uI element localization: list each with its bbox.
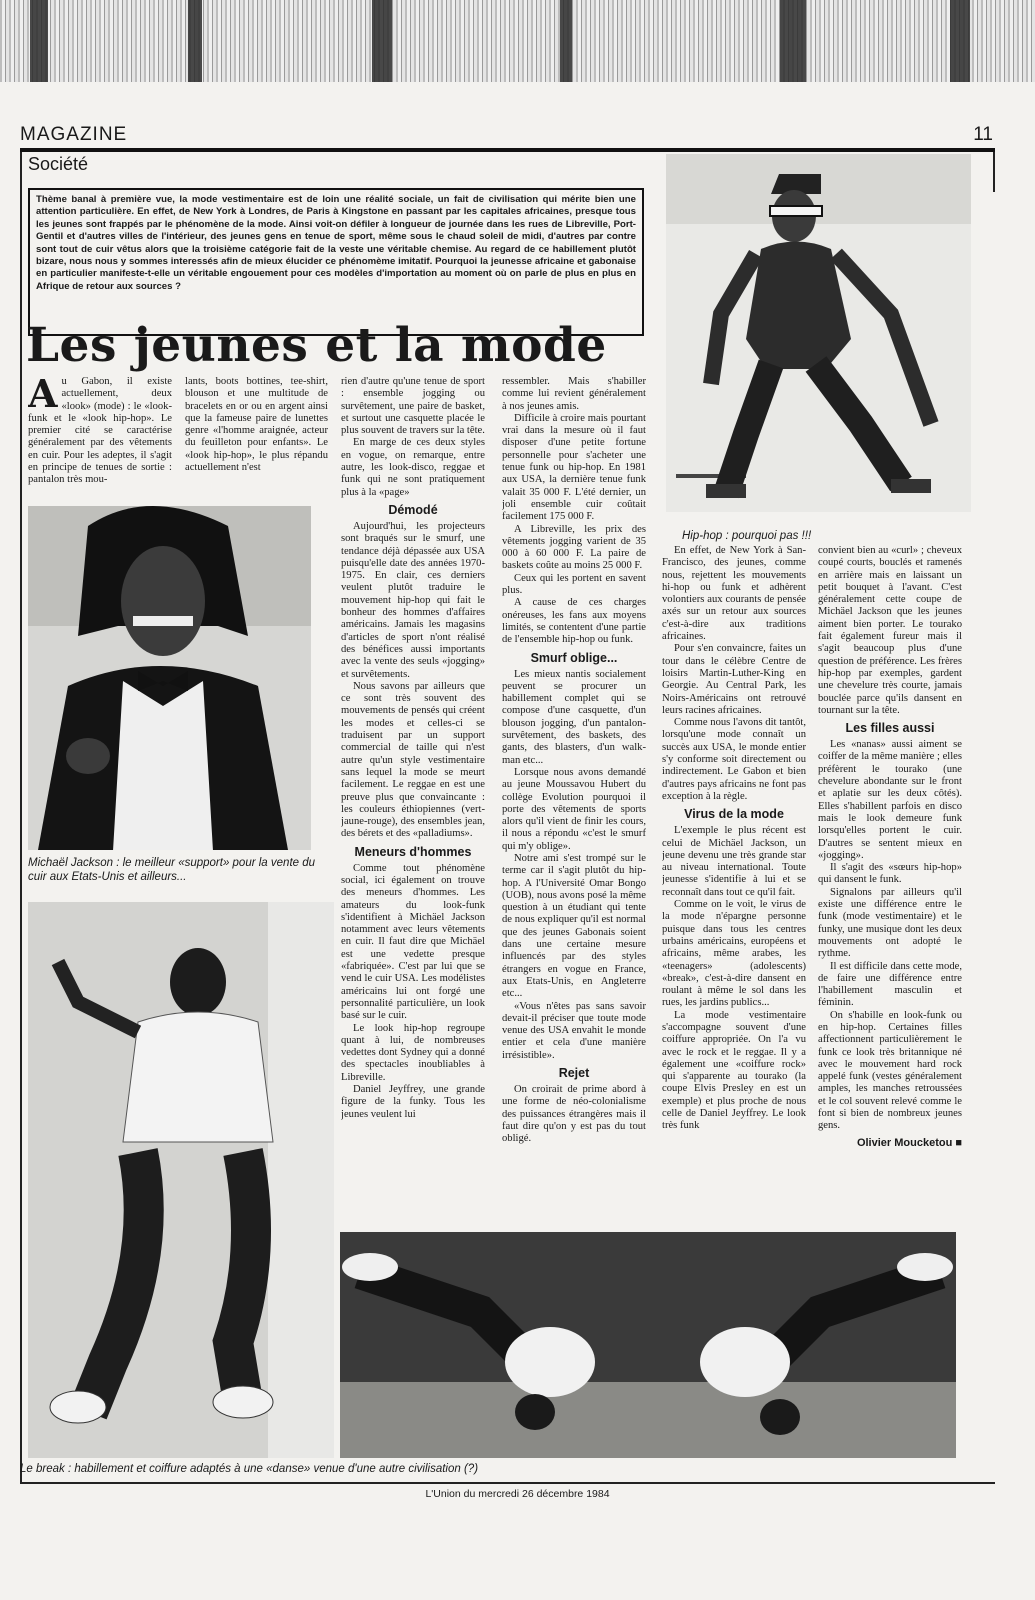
jackson-illustration xyxy=(28,506,311,850)
paragraph: Comme on le voit, le virus de la mode n'épargne personne puisque dans tous les centres urbains américains, européens et africains, même arabes, les «teenagers» (adolescents) «break», c'est-à-dire dansent en roulant à même le sol dans les rues, les jardins publics... xyxy=(662,899,806,1009)
photo-michael-jackson xyxy=(28,506,311,850)
photo-hiphop-dancer xyxy=(666,154,971,512)
paragraph: On croirait de prime abord à une forme de néo-colonialisme des puissances étrangères mais il faut dire qu'on y est pas du tout obligé. xyxy=(502,1084,646,1145)
paragraph: lants, boots bottines, tee-shirt, blouson et une multitude de bracelets en or ou en argent ainsi que la fameuse paire de lunettes genre «l'homme araignée, acteur du feuilleton pour enfants». Le «look hip-hop», le plus répandu actuellement n'est xyxy=(185,376,328,474)
paragraph: Signalons par ailleurs qu'il existe une différence entre le funk (mode vestimentaire) et le funky, une musique dont les deux mouvements ont adopté le rythme. xyxy=(818,886,962,960)
photo-jogging-dancer xyxy=(28,902,334,1458)
scan-noise-band xyxy=(0,0,1035,82)
paragraph: A cause de ces charges onéreuses, les fans aux moyens limités, se contentent d'une partie de l'ensemble hip-hop ou funk. xyxy=(502,597,646,646)
scan-dark-streak xyxy=(560,0,572,82)
scan-dark-streak xyxy=(950,0,970,82)
scan-dark-streak xyxy=(30,0,48,82)
paragraph: A Libreville, les prix des vêtements jogging varient de 35 000 à 60 000 F. La paire de baskets coûte au moins 25 000 F. xyxy=(502,523,646,572)
scan-dark-streak xyxy=(188,0,202,82)
paragraph: La mode vestimentaire s'accompagne souvent d'une coiffure appropriée. On l'a vu avec le rock et le reggae. Il y a également une «coiffure rock» qui s'apparente au tourako (la coupe Elvis Presley en est un exemple) et plus proche de nous celle de Daniel Jeyffrey. Le look très funk xyxy=(662,1009,806,1132)
paragraph: Les mieux nantis socialement peuvent se procurer un habillement complet qui se compose d'une casquette, d'un blouson jogging, d'un pantalon-survêtement, des baskets, des gants, des blasters, d'un walk-man etc... xyxy=(502,668,646,766)
paragraph: Daniel Jeyffrey, une grande figure de la funky. Tous les jeunes veulent lui xyxy=(341,1084,485,1120)
article-column-1 xyxy=(28,376,172,498)
subheading-rejet: Rejet xyxy=(558,1066,590,1081)
subheading-smurf: Smurf oblige... xyxy=(530,650,618,665)
paragraph: Il est difficile dans cette mode, de faire une différence entre l'habillement masculin et féminin. xyxy=(818,960,962,1009)
subheading-meneurs: Meneurs d'hommes xyxy=(354,844,472,859)
page-footer: L'Union du mercredi 26 décembre 1984 xyxy=(425,1488,610,1500)
paragraph: ressembler. Mais s'habiller comme lui revient généralement à nos jeunes amis. xyxy=(502,376,646,412)
scan-dark-streak xyxy=(372,0,392,82)
paragraph: Les «nanas» aussi aiment se coiffer de la même manière ; elles préfèrent le tourako (une chevelure abondante sur le front et aplatie sur les deux côtés). Elles s'habillent parfois en disco mais le look demeure funk lorsqu'elles portent le cuir. D'autres se sentent mieux en «jogging». xyxy=(818,739,962,861)
intro-box: Thème banal à première vue, la mode vestimentaire est de loin une réalité sociale, un fait de civilisation qui mérite bien une attention particulière. En effet, de New York à Londres, de Paris à Kingstone en passant par les capitales africaines, presque tous les jeunes sont frappés par le phénomène de la mode. Ainsi voit-on défiler à longueur de journée dans les rues de Libreville, Port-Gentil et d'autres villes de l'intérieur, des jeunes gens en tenue de sport, même sous le chaud soleil de midi, d'autres par contre sont tout de cuir vêtus alors que la troisième catégorie fait de la veste une véritable chemise. Au regard de ce habillement plutôt bizare, nous nous y sommes interessés afin de mieux élucider ce phénomème imitatif. Pourquoi la jeunesse africaine et gabonaise en particulier manifeste-t-elle un véritable engouement pour ces modèles d'importation au moment où on parle de plus en plus en Afrique de retour aux sources ? xyxy=(28,188,644,336)
paragraph: L'exemple le plus récent est celui de Michäel Jackson, un jeune devenu une très grande star au niveau international. Toute jeunesse s'identifie à lui et se reconnaît dans tout ce qu'il fait. xyxy=(662,825,806,898)
subsection-title: Société xyxy=(28,154,89,174)
headline: Les jeunes et la mode xyxy=(26,318,607,373)
paragraph: u Gabon, il existe actuellement, deux «look» (mode) : le «look-funk et le «look hip-hop». Le premier cité se caractérise généralement par des vêtements en cuir. Pour les adeptes, il s'agit en principe de tenues de sortie : pantalon très mou- xyxy=(28,376,172,486)
paragraph: Comme nous l'avons dit tantôt, lorsqu'une mode connaît un succès aux USA, le monde entier s'y conforme soit directement ou indirectement. Le Gabon et bien d'autres pays africains ne font pas exception à la règle. xyxy=(662,717,806,802)
paragraph: rien d'autre qu'une tenue de sport : ensemble jogging ou survêtement, une paire de basket, et surtout une casquette placée le plus souvent de travers sur la tête. xyxy=(341,376,485,437)
paragraph: Notre ami s'est trompé sur le terme car il s'agit plutôt du hip-hop. A l'Université Omar Bongo (UOB), nous avons posé la même question à un étudiant qui tente de nous expliquer qu'il est normal que des jeunes Gabonais soient dans une certaine mesure influencés par des styles étrangers en vogue en France, aux Etats-Unis, en Angleterre etc... xyxy=(502,852,646,1000)
caption-jackson: Michaël Jackson : le meilleur «support» pour la vente du cuir aux Etats-Unis et ailleurs... xyxy=(28,857,316,883)
paragraph: Comme tout phénomène social, ici également on trouve des meneurs d'hommes. Les amateurs du look-funk s'identifient à Michäel Jackson notamment avec leurs vêtements en cuir. Il faut dire que Michäel est une vedette presque «fabriquée». C'est par lui que se vend le cuir USA. Les modélistes américains lui ont forgé une personnalité particulière, un look basé sur le cuir. xyxy=(341,862,485,1022)
paragraph: On s'habille en look-funk ou en hip-hop. Certaines filles affectionnent particulièrement le funk ce look très britannique né avec le mouvement hard rock appelé funk (vestes généralement amples, les manches retroussées et le col souvent relevé comme le font si bien de nombreux jeunes gens. xyxy=(818,1009,962,1132)
paragraph: Le look hip-hop regroupe quant à lui, de nombreuses vedettes dont Sydney qui a donné des spectacles inoubliables à Libreville. xyxy=(341,1022,485,1083)
article-column-4 xyxy=(502,376,646,1226)
caption-break: Le break : habillement et coiffure adaptés à une «danse» venue d'une autre civilisation (?) xyxy=(20,1463,479,1475)
header-rule xyxy=(20,148,995,152)
footer-rule xyxy=(20,1482,995,1484)
paragraph: Nous savons par ailleurs que ce sont très souvent des mouvements de pensés qui créent les modes et celles-ci se traduisent par un support commercial de taille qui n'est autre qu'un style vestimentaire sans lequel la mode se meurt facilement. Le reggae en est une preuve plus que convaincante : les couleurs éthiopiennes (vert-jaune-rouge), des ensembles jean, des bérets et des «palladiums». xyxy=(341,680,485,840)
article-column-5 xyxy=(662,545,806,1227)
paragraph: Ceux qui les portent en savent plus. xyxy=(502,572,646,597)
subheading-filles: Les filles aussi xyxy=(845,721,935,736)
subheading-virus: Virus de la mode xyxy=(684,807,784,822)
section-title: MAGAZINE xyxy=(20,124,128,145)
jogging-dancer-illustration xyxy=(28,902,334,1458)
paragraph: Aujourd'hui, les projecteurs sont braqués sur le smurf, une tendance déjà dépassée aux USA puisqu'elle date des années 1970-1975. En clair, ces derniers veulent plutôt traduire le mouvement hip-hop qui fait le bonheur des hommes d'affaires américains. Jamais les magasins d'articles de sport n'ont réalisé des bénéfices aussi importants avec la vente des seuls «jogging» et survêtements. xyxy=(341,520,485,680)
paragraph: En effet, de New York à San-Francisco, des jeunes, comme nous, rejettent les mouvements hi-hop ou funk et adhèrent volontiers aux courants de pensée axés sur un retour aux sources c'est-à-dire aux traditions africaines. xyxy=(662,545,806,643)
right-border-rule xyxy=(993,152,995,192)
paragraph: En marge de ces deux styles en vogue, on remarque, entre autre, les look-disco, reggae et funk qui ne sont pratiquement plus à la «page» xyxy=(341,437,485,498)
caption-hiphop: Hip-hop : pourquoi pas !!! xyxy=(682,530,812,542)
paragraph: Il s'agit des «sœurs hip-hop» qui dansent le funk. xyxy=(818,862,962,886)
page-header xyxy=(20,124,995,146)
dancer-illustration xyxy=(666,154,971,512)
article-column-6 xyxy=(818,545,962,1229)
article-column-2 xyxy=(185,376,328,498)
paragraph: «Vous n'êtes pas sans savoir devait-il préciser que toute mode venue des USA envahit le monde entier et cela d'une manière irrésistible». xyxy=(502,1000,646,1061)
paragraph: Difficile à croire mais pourtant vrai dans la mesure où il faut disposer d'une petite fortune personnelle pour s'acheter une tenue funk ou hip-hop. En 1981 aux USA, la dernière tenue funk valait 35 000 F. L'été dernier, un joli ensemble cuir coûtait facilement 175 000 F. xyxy=(502,412,646,523)
drop-cap: A xyxy=(28,376,58,416)
subheading-demode: Démodé xyxy=(388,502,438,517)
author-signature: Olivier Moucketou ■ xyxy=(856,1136,962,1149)
paragraph: Lorsque nous avons demandé au jeune Moussavou Hubert du collège Evolution pourquoi il porte des vêtements de sports alors qu'il vient de finir les cours, il nous a répondu «c'est le smurf qui m'y oblige». xyxy=(502,766,646,852)
paragraph: convient bien au «curl» ; cheveux coupé courts, bouclés et ramenés en arrière mais en laissant un petit bouquet à l'avant. C'est généralement cette coupe de Michäel Jackson que les jeunes aiment bien porter. Le tourako fait également fureur mais il s'agit beaucoup plus d'une question de préférence. Les frères hip-hop par exemples, gardent une chevelure très courte, jamais bouclée parce qu'ils dansent en tournant sur la tête. xyxy=(818,545,962,716)
paragraph: Pour s'en convaincre, faites un tour dans le célèbre Centre de loisirs Martin-Luther-King en Georgie. Au Central Park, les Noirs-Américains ont retrouvé leurs racines africaines. xyxy=(662,643,806,716)
left-border-rule xyxy=(20,152,22,1482)
article-column-3 xyxy=(341,376,485,1456)
scan-dark-streak xyxy=(780,0,806,82)
page-number: 11 xyxy=(973,124,993,145)
